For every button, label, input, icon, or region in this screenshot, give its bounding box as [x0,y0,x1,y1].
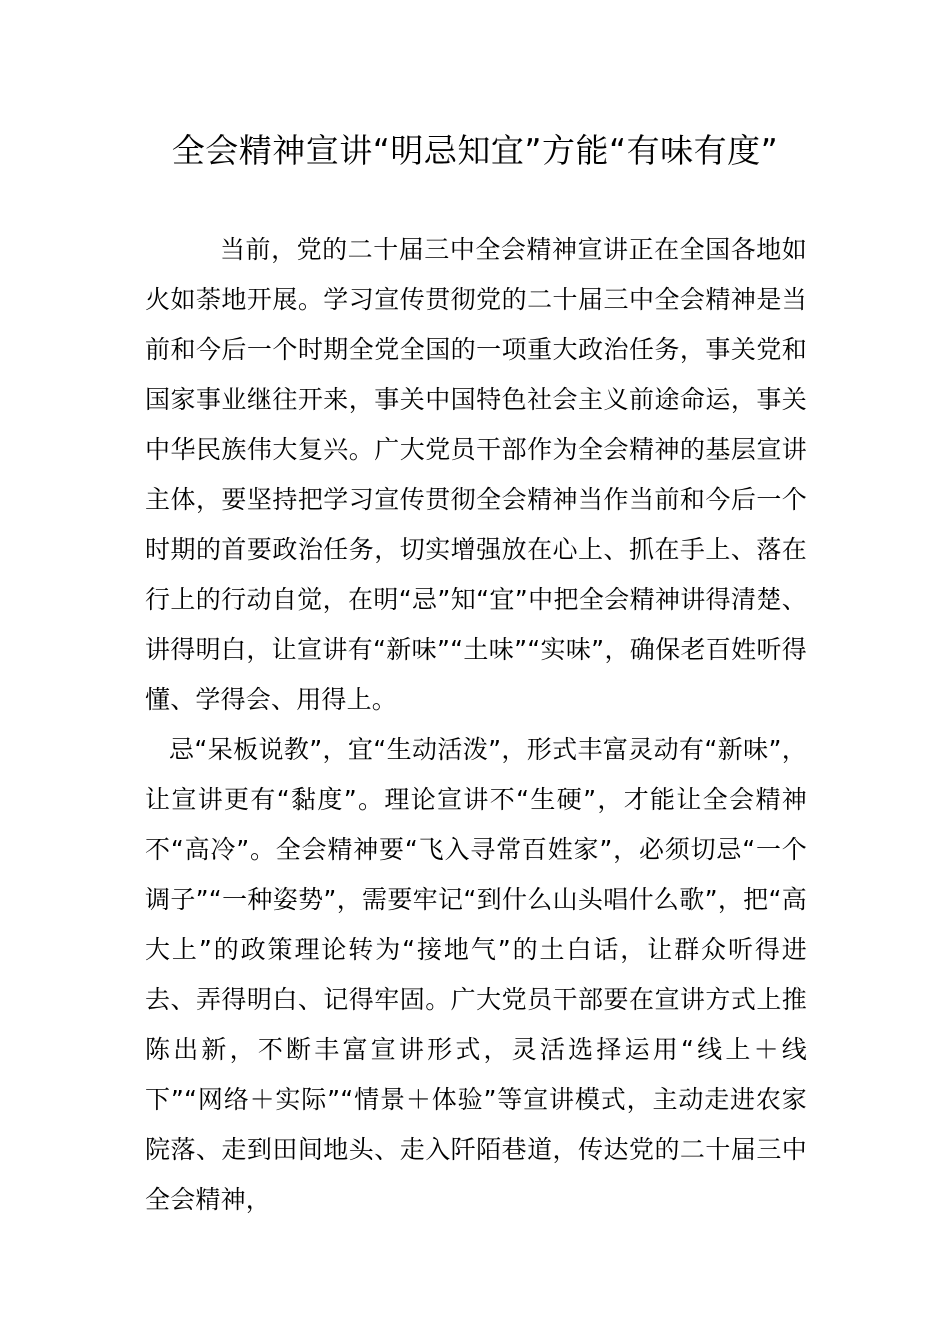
document-body [145,225,807,1225]
paragraph: 忌“呆板说教”，宜“生动活泼”，形式丰富灵动有“新味”，让宣讲更有“黏度”。理论宣讲不“生硬”，才能让全会精神不“高冷”。全会精神要“飞入寻常百姓家”，必须切忌“一个调子”“一种姿势”，需要牢记“到什么山头唱什么歌”，把“高大上”的政策理论转为“接地气”的土白话，让群众听得进去、弄得明白、记得牢固。广大党员干部要在宣讲方式上推陈出新，不断丰富宣讲形式，灵活选择运用“线上＋线下”“网络＋实际”“情景＋体验”等宣讲模式，主动走进农家院落、走到田间地头、走入阡陌巷道，传达党的二十届三中全会精神， [145,735,807,1214]
paragraph: 当前，党的二十届三中全会精神宣讲正在全国各地如火如荼地开展。学习宣传贯彻党的二十届三中全会精神是当前和今后一个时期全党全国的一项重大政治任务，事关党和国家事业继往开来，事关中国特色社会主义前途命运，事关中华民族伟大复兴。广大党员干部作为全会精神的基层宣讲主体，要坚持把学习宣传贯彻全会精神当作当前和今后一个时期的首要政治任务，切实增强放在心上、抓在手上、落在行上的行动自觉，在明“忌”知“宜”中把全会精神讲得清楚、讲得明白，让宣讲有“新味”“土味”“实味”，确保老百姓听得懂、学得会、用得上。 [145,235,807,714]
document-title: 全会精神宣讲“明忌知宜”方能“有味有度” [171,131,779,170]
